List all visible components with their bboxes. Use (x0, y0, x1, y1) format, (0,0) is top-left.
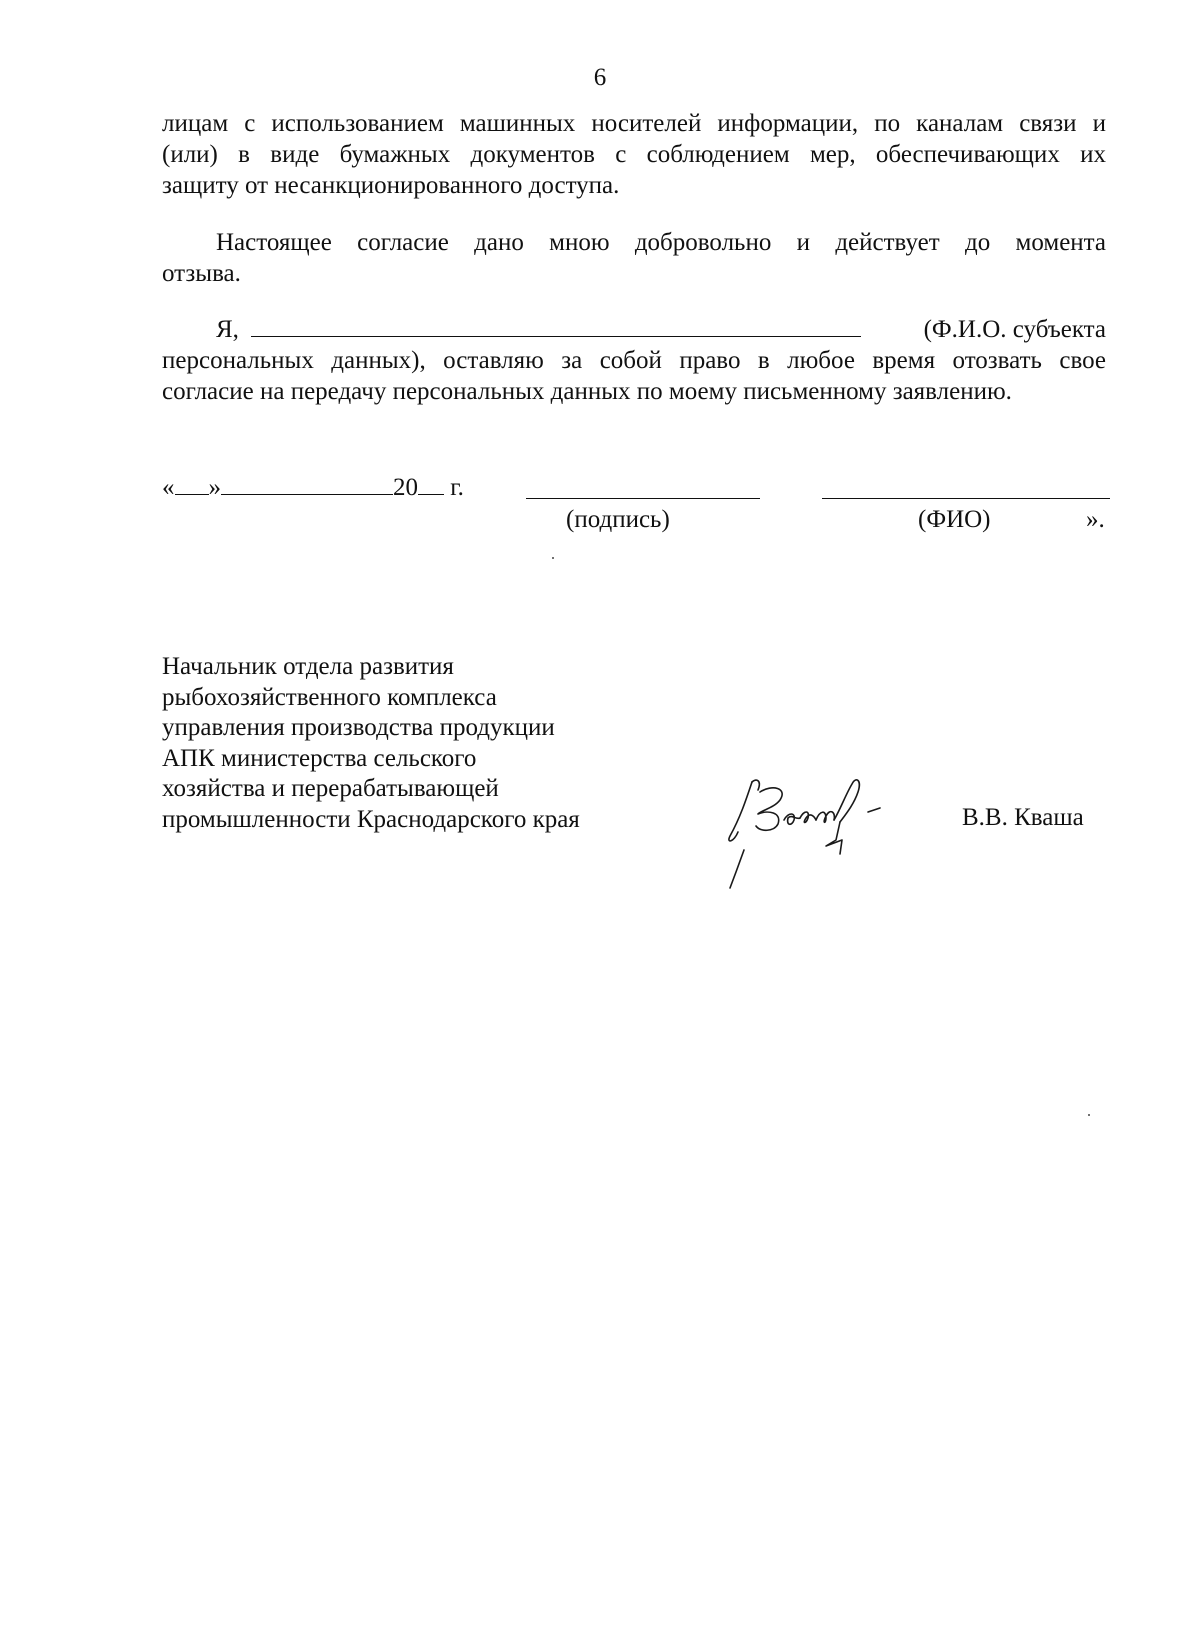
scan-speck (552, 557, 554, 559)
signature-caption: (подпись) (566, 506, 670, 533)
scan-speck (1088, 1114, 1090, 1116)
signer-name: В.В. Кваша (962, 804, 1084, 831)
position-line: промышленности Краснодарского края (162, 805, 580, 833)
signatory-position (162, 652, 580, 835)
paragraph-line: согласие на передачу персональных данных по моему письменному заявлению. (162, 378, 1012, 405)
position-line: рыбохозяйственного комплекса (162, 683, 497, 711)
day-blank (175, 474, 209, 495)
paragraph-data-transfer (162, 108, 1106, 201)
date-close-quote: » (208, 474, 221, 501)
paragraph-line: (или) в виде бумажных документов с соблюдением мер, обеспечивающих их (162, 141, 1106, 168)
position-line: АПК министерства сельского (162, 744, 477, 772)
paragraph-line: лицам с использованием машинных носителей информации, по каналам связи и (162, 110, 1106, 137)
paragraph-line: отзыва. (162, 260, 241, 287)
fio-caption: (ФИО) (918, 506, 991, 533)
page-number: 6 (593, 64, 607, 91)
paragraph-line: персональных данных), оставляю за собой право в любое время отозвать свое (162, 347, 1106, 374)
year-blank (418, 474, 444, 495)
paragraph-line: защиту от несанкционированного доступа. (162, 172, 620, 199)
month-blank (221, 474, 393, 495)
year-prefix: 20 (393, 474, 418, 501)
paragraph-withdrawal-right (162, 314, 1106, 407)
date-open-quote: « (162, 474, 175, 501)
fio-suffix-label: (Ф.И.О. субъекта (923, 316, 1106, 343)
fio-prefix: Я, (216, 316, 239, 343)
position-line: управления производства продукции (162, 714, 555, 741)
position-line: хозяйства и перерабатывающей (162, 775, 499, 802)
year-suffix: г. (444, 474, 464, 501)
paragraph-consent-validity (162, 227, 1106, 289)
fio-blank (251, 314, 861, 337)
signature-blank-line (526, 498, 760, 499)
fio-line (162, 314, 1106, 345)
date-row (162, 474, 464, 502)
handwritten-signature (722, 770, 912, 890)
paragraph-line: Настоящее согласие дано мною добровольно и действует до момента (216, 229, 1106, 256)
fio-blank-line (822, 498, 1110, 499)
position-line: Начальник отдела развития (162, 653, 454, 680)
closing-quote: ». (1086, 506, 1105, 533)
